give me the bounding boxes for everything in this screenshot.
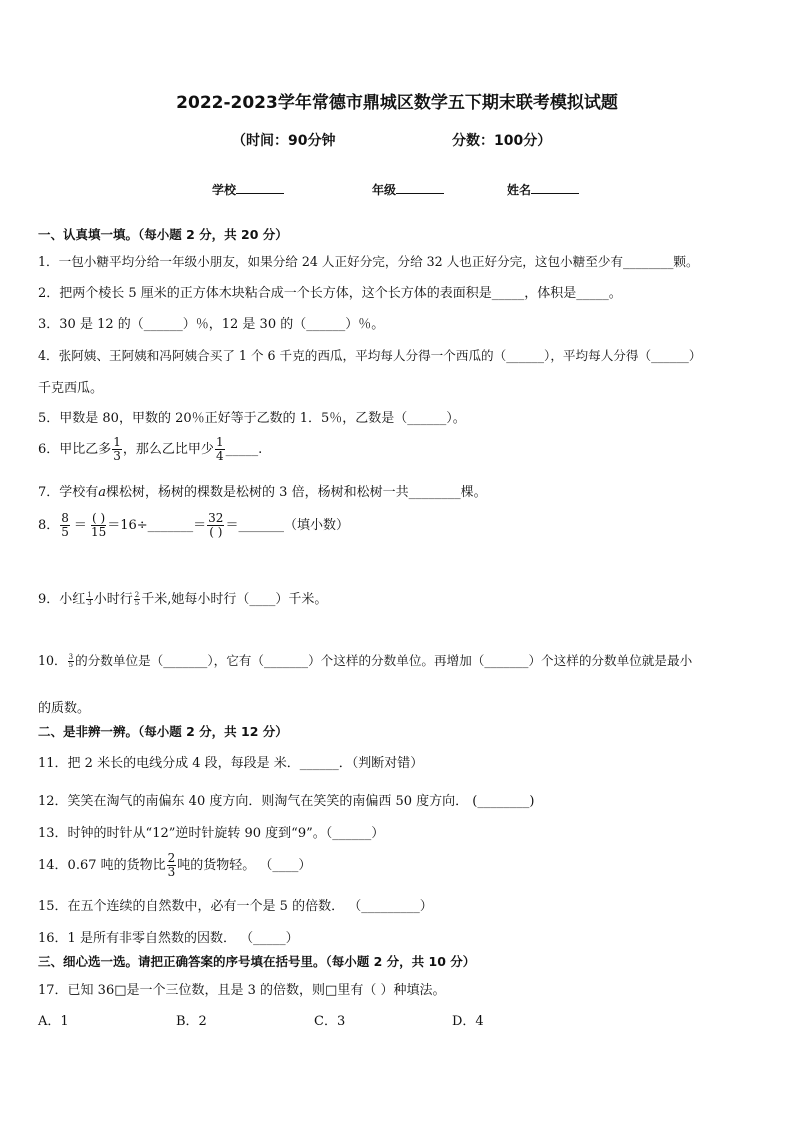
q7-text-a: 7．学校有 bbox=[38, 485, 99, 500]
question-2: 2．把两个棱长 5 厘米的正方体木块粘合成一个长方体，这个长方体的表面积是_____，体积是_____。 bbox=[38, 286, 622, 301]
option-b[interactable]: B．2 bbox=[176, 1014, 207, 1029]
q9-fraction-1: $\frac{1}{3}$ bbox=[87, 591, 92, 607]
question-13: 13．时钟的时针从“12”逆时针旋转 90 度到“9”。（______） bbox=[38, 826, 385, 841]
q6-text-a: 6．甲比乙多 bbox=[38, 442, 112, 457]
question-7 bbox=[38, 481, 487, 500]
grade-blank[interactable] bbox=[396, 181, 444, 194]
question-6 bbox=[38, 436, 262, 463]
q8-fraction-2: $\frac{( )}{15}$ bbox=[90, 511, 107, 539]
question-15: 15．在五个连续的自然数中，必有一个是 5 的倍数． （_________） bbox=[38, 899, 433, 914]
q10-number: 10． bbox=[38, 653, 67, 668]
question-9 bbox=[38, 588, 327, 607]
question-10-continued: 的质数。 bbox=[38, 701, 91, 716]
q7-text-b: 棵松树，杨树的棵数是松树的 3 倍，杨树和松树一共________棵。 bbox=[106, 485, 487, 500]
name-blank[interactable] bbox=[531, 181, 579, 194]
section-1-heading: 一、认真填一填。（每小题 2 分，共 20 分） bbox=[38, 227, 288, 242]
school-label: 学校 bbox=[212, 183, 237, 197]
q7-variable: a bbox=[98, 485, 107, 500]
q6-fraction-2: $\frac{1}{4}$ bbox=[215, 435, 224, 463]
school-field bbox=[212, 181, 284, 198]
q8-text-b: ＝16÷_______＝ bbox=[107, 518, 207, 533]
question-12: 12．笑笑在淘气的南偏东 40 度方向．则淘气在笑笑的南偏西 50 度方向． (________) bbox=[38, 794, 535, 809]
question-11: 11．把 2 米长的电线分成 4 段，每段是 米．______．（判断对错） bbox=[38, 756, 424, 771]
q14-fraction: $\frac{2}{3}$ bbox=[167, 851, 176, 879]
q8-fraction-1: $\frac{8}{5}$ bbox=[61, 511, 69, 539]
question-10 bbox=[38, 650, 692, 669]
option-d[interactable]: D．4 bbox=[452, 1014, 484, 1029]
grade-field bbox=[372, 181, 444, 198]
option-a[interactable]: A．1 bbox=[38, 1014, 69, 1029]
q8-number: 8． bbox=[38, 518, 60, 533]
exam-title: 2022-2023学年常德市鼎城区数学五下期末联考模拟试题 bbox=[176, 93, 618, 113]
q8-fraction-3: $\frac{32}{( )}$ bbox=[208, 511, 224, 539]
question-4: 4．张阿姨、王阿姨和冯阿姨合买了 1 个 6 千克的西瓜，平均每人分得一个西瓜的（______），平均每人分得（______） bbox=[38, 348, 702, 363]
section-3-heading: 三、细心选一选。请把正确答案的序号填在括号里。（每小题 2 分，共 10 分） bbox=[38, 954, 476, 969]
q14-text-b: 吨的货物轻。 （____） bbox=[177, 858, 312, 873]
exam-score: 分数：100分） bbox=[452, 133, 552, 149]
q9-fraction-2: $\frac{2}{5}$ bbox=[134, 591, 140, 607]
option-c[interactable]: C．3 bbox=[314, 1014, 346, 1029]
q9-text-a: 9．小红 bbox=[38, 592, 86, 607]
q6-fraction-1: $\frac{1}{3}$ bbox=[113, 435, 121, 463]
name-field bbox=[507, 181, 579, 198]
question-1: 1．一包小糖平均分给一年级小朋友，如果分给 24 人正好分完，分给 32 人也正好分完，这包小糖至少有________颗。 bbox=[38, 254, 699, 269]
q6-text-b: ，那么乙比甲少 bbox=[122, 442, 214, 457]
q8-text-c: ＝_______（填小数） bbox=[225, 518, 349, 533]
question-16: 16．1 是所有非零自然数的因数． （_____） bbox=[38, 931, 299, 946]
exam-time: （时间：90分钟 bbox=[232, 133, 336, 149]
question-4-continued: 千克西瓜。 bbox=[38, 381, 104, 396]
question-5: 5．甲数是 80，甲数的 20％正好等于乙数的 1．5％，乙数是（______）。 bbox=[38, 411, 466, 426]
question-8: 8． $\frac{8}{5}$ ＝ $\frac{( )}{15}$ ＝16÷_______＝ $\frac{32}{( )}$ ＝_______（填小数） bbox=[38, 511, 349, 539]
question-3: 3．30 是 12 的（______）％，12 是 30 的（______）％。 bbox=[38, 317, 385, 332]
q6-text-c: _____. bbox=[225, 442, 263, 457]
name-label: 姓名 bbox=[507, 183, 532, 197]
q14-text-a: 14．0.67 吨的货物比 bbox=[38, 858, 166, 873]
q9-text-c: 千米,她每小时行（____）千米。 bbox=[141, 592, 328, 607]
section-2-heading: 二、是非辨一辨。（每小题 2 分，共 12 分） bbox=[38, 724, 288, 739]
q10-text: 的分数单位是（_______），它有（_______）个这样的分数单位。再增加（_______）个这样的分数单位就是最小 bbox=[75, 653, 693, 668]
question-14 bbox=[38, 852, 311, 879]
grade-label: 年级 bbox=[372, 183, 397, 197]
school-blank[interactable] bbox=[236, 181, 284, 194]
question-17: 17．已知 36□是一个三位数，且是 3 的倍数，则□里有（ ）种填法。 bbox=[38, 983, 446, 998]
q10-fraction: $\frac{3}{5}$ bbox=[68, 653, 74, 669]
q9-text-b: 小时行 bbox=[93, 592, 133, 607]
